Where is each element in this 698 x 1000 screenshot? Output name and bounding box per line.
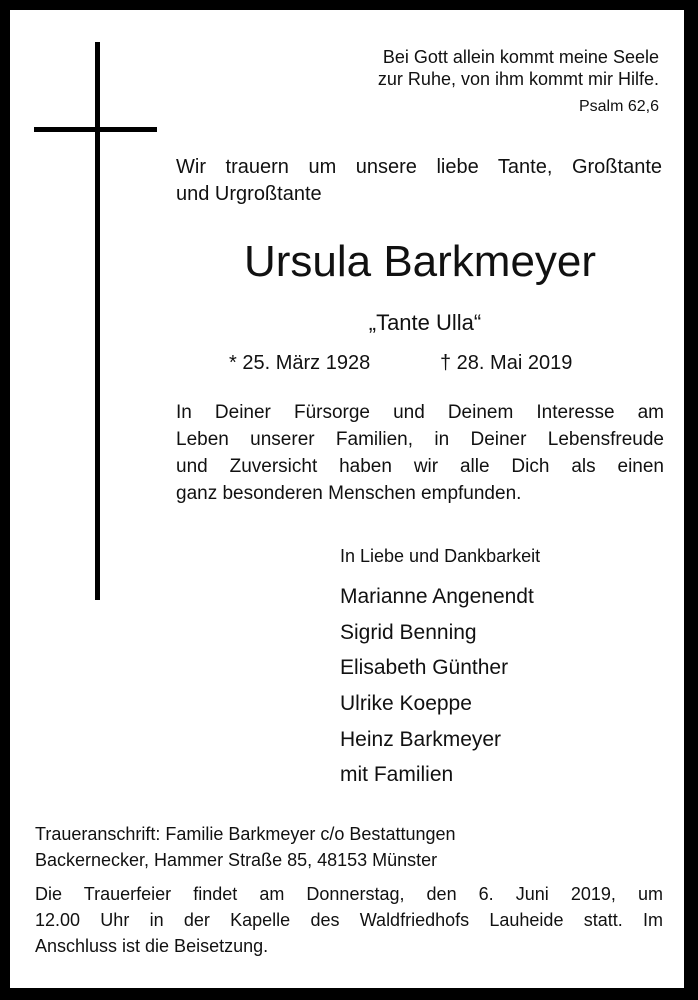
deceased-name: Ursula Barkmeyer: [243, 237, 597, 286]
cross-icon: [95, 42, 100, 600]
footer-line: Traueranschrift: Familie Barkmeyer c/o Bestattungen: [35, 824, 456, 844]
footer-line: Backernecker, Hammer Straße 85, 48153 Münster: [35, 850, 438, 870]
mourner: mit Familien: [340, 763, 454, 786]
verse-line: Bei Gott allein kommt meine Seele: [382, 47, 659, 67]
obituary-notice: [10, 10, 684, 988]
mourner: Ulrike Koeppe: [340, 692, 472, 715]
mourner: Sigrid Benning: [340, 621, 477, 644]
footer-line: Die Trauerfeier findet am Donnerstag, den 6. Juni 2019, um: [35, 884, 663, 904]
mourner: Marianne Angenendt: [340, 585, 534, 608]
death-date: † 28. Mai 2019: [440, 352, 573, 374]
intro-line: und Urgroßtante: [176, 183, 322, 205]
tribute-line: Leben unserer Familien, in Deiner Lebensfreude: [176, 429, 664, 450]
footer-line: Anschluss ist die Beisetzung.: [35, 936, 269, 956]
footer-line: 12.00 Uhr in der Kapelle des Waldfriedhofs Lauheide statt. Im: [35, 910, 663, 930]
cross-icon-bar: [34, 127, 157, 132]
tribute-line: In Deiner Fürsorge und Deinem Interesse am: [176, 402, 664, 423]
tribute-line: ganz besonderen Menschen empfunden.: [176, 483, 522, 504]
mourner: Heinz Barkmeyer: [340, 728, 502, 751]
birth-date: * 25. März 1928: [229, 352, 371, 374]
intro-line: Wir trauern um unsere liebe Tante, Großtante: [176, 156, 662, 178]
tribute-line: und Zuversicht haben wir alle Dich als einen: [176, 456, 664, 477]
nickname: „Tante Ulla“: [368, 310, 482, 335]
verse-line: zur Ruhe, von ihm kommt mir Hilfe.: [377, 69, 659, 89]
closing: In Liebe und Dankbarkeit: [340, 546, 541, 566]
verse-source: Psalm 62,6: [578, 98, 659, 115]
mourner: Elisabeth Günther: [340, 656, 509, 679]
